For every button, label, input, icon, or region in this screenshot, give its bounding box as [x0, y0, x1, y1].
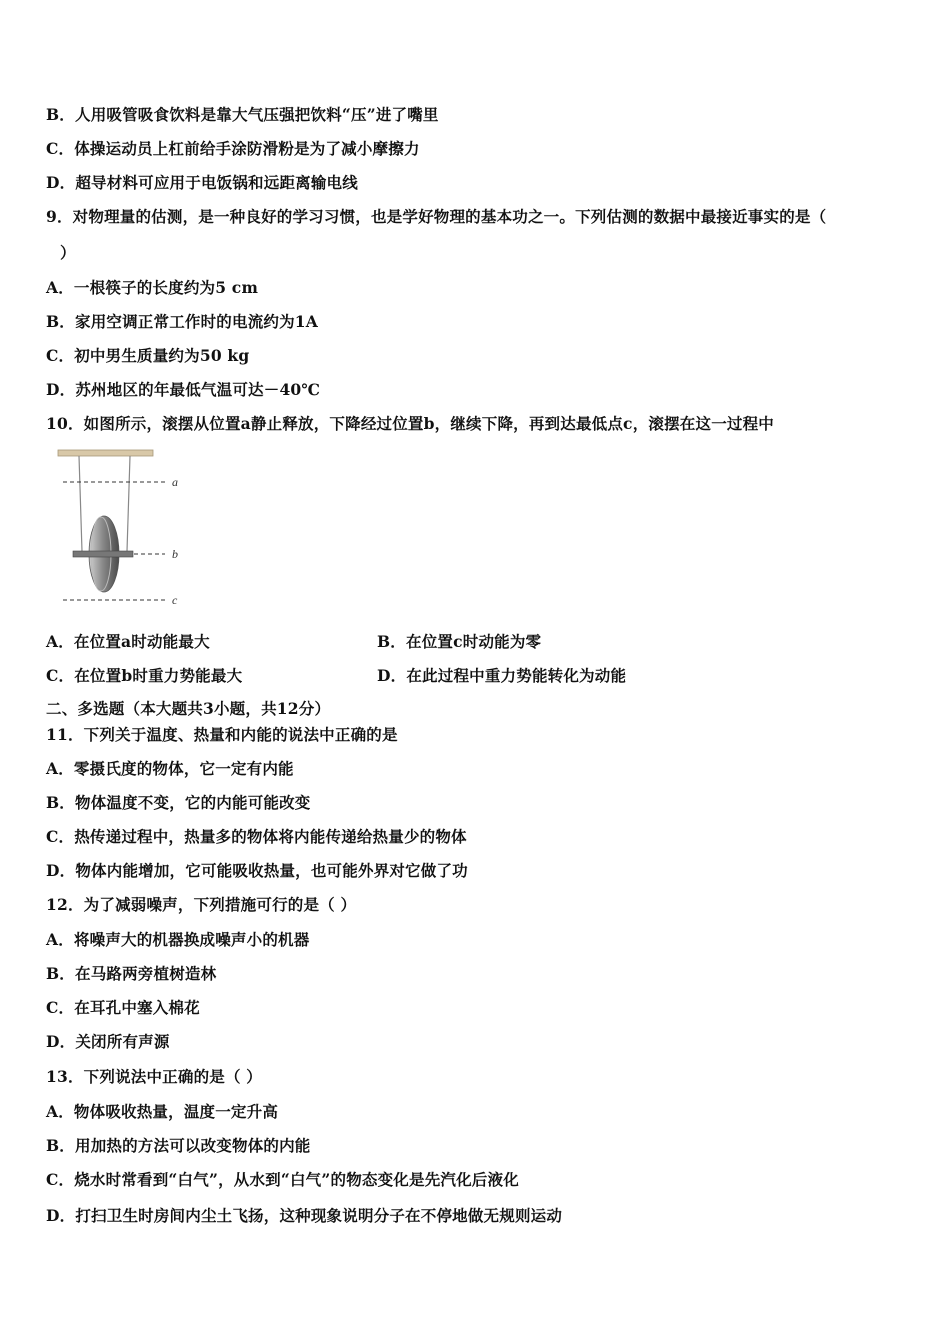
q11-option-d: D．物体内能增加，它可能吸收热量，也可能外界对它做了功: [46, 861, 468, 880]
q13-stem: 13．下列说法中正确的是（ ）: [46, 1067, 262, 1086]
q11-option-a: A．零摄氏度的物体，它一定有内能: [46, 759, 294, 778]
string-left: [79, 456, 82, 551]
label-c: c: [172, 593, 178, 607]
q10-option-d: D．在此过程中重力势能转化为动能: [377, 666, 627, 685]
q9-option-b: B．家用空调正常工作时的电流约为1A: [46, 312, 319, 331]
maxwell-wheel-figure: [55, 447, 195, 612]
q13-option-d: D．打扫卫生时房间内尘土飞扬，这种现象说明分子在不停地做无规则运动: [46, 1206, 563, 1225]
q11-option-b: B．物体温度不变，它的内能可能改变: [46, 793, 311, 812]
q12-stem: 12．为了减弱噪声，下列措施可行的是（ ）: [46, 895, 357, 914]
q12-option-a: A．将噪声大的机器换成噪声小的机器: [46, 930, 310, 949]
q11-option-c: C．热传递过程中，热量多的物体将内能传递给热量少的物体: [46, 827, 467, 846]
q11-stem: 11．下列关于温度、热量和内能的说法中正确的是: [46, 725, 398, 744]
label-b: b: [172, 547, 178, 561]
label-a: a: [172, 475, 178, 489]
q8-option-b: B．人用吸管吸食饮料是靠大气压强把饮料“压”进了嘴里: [46, 105, 439, 124]
q9-option-a: A．一根筷子的长度约为5 cm: [46, 278, 259, 297]
q9-option-d: D．苏州地区的年最低气温可达－40℃: [46, 380, 321, 399]
q8-option-c: C．体操运动员上杠前给手涂防滑粉是为了减小摩擦力: [46, 139, 420, 158]
string-right: [127, 456, 130, 551]
q12-option-c: C．在耳孔中塞入棉花: [46, 998, 200, 1017]
q10-stem: 10．如图所示，滚摆从位置a静止释放，下降经过位置b，继续下降，再到达最低点c，滚摆在这一过程中: [46, 414, 774, 433]
q13-option-a: A．物体吸收热量，温度一定升高: [46, 1102, 279, 1121]
q12-option-b: B．在马路两旁植树造林: [46, 964, 217, 983]
q13-option-c: C．烧水时常看到“白气”，从水到“白气”的物态变化是先汽化后液化: [46, 1170, 519, 1189]
axle: [73, 551, 133, 557]
q12-option-d: D．关闭所有声源: [46, 1032, 170, 1051]
q9-stem-bracket: ）: [60, 243, 76, 262]
q13-option-b: B．用加热的方法可以改变物体的内能: [46, 1136, 311, 1155]
q10-option-a: A．在位置a时动能最大: [46, 632, 210, 651]
q9-option-c: C．初中男生质量约为50 kg: [46, 346, 250, 365]
q10-option-b: B．在位置c时动能为零: [377, 632, 542, 651]
q10-option-c: C．在位置b时重力势能最大: [46, 666, 243, 685]
section-heading: 二、多选题（本大题共3小题，共12分）: [46, 699, 331, 718]
q8-option-d: D．超导材料可应用于电饭锅和远距离输电线: [46, 173, 358, 192]
q9-stem: 9．对物理量的估测，是一种良好的学习习惯，也是学好物理的基本功之一。下列估测的数据中最接近事实的是（: [46, 207, 827, 226]
support-bar: [58, 450, 153, 456]
